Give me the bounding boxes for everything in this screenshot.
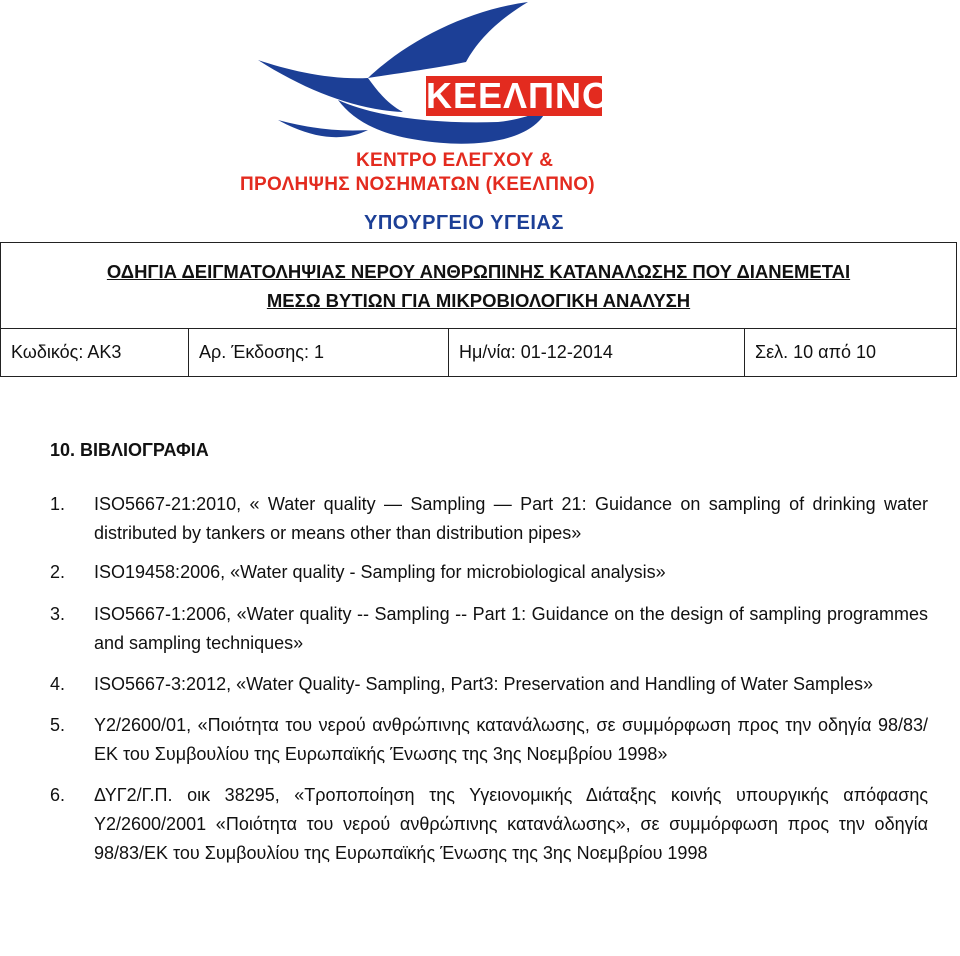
document-date: Ημ/νία: 01-12-2014 [449, 329, 745, 376]
document-code: Κωδικός: ΑΚ3 [1, 329, 189, 376]
document-title [1, 243, 956, 329]
reference-text: ISO5667-21:2010, « Water quality — Sampling — Part 21: Guidance on sampling of drinking water distributed by tankers or means other than distribution pipes» [94, 494, 928, 543]
reference-text: ΔΥΓ2/Γ.Π. οικ 38295, «Τροποποίηση της Υγειονομικής Διάταξης κοινής υπουργικής απόφασης Υ2/2600/2001 «Ποιότητα του νερού ανθρώπινης κατανάλωσης», σε συμμόρφωση προς την οδηγία 98/83/ΕΚ του Συμβουλίου της Ευρωπαϊκής Ένωσης της 3ης Νοεμβρίου 1998 [94, 785, 928, 863]
reference-item [50, 600, 928, 658]
reference-item [50, 670, 928, 699]
dove-icon [218, 0, 758, 242]
reference-item [50, 558, 928, 587]
document-version: Αρ. Έκδοσης: 1 [189, 329, 449, 376]
reference-item [50, 490, 928, 548]
org-name-line2: ΠΡΟΛΗΨΗΣ ΝΟΣΗΜΑΤΩΝ (ΚΕΕΛΠΝΟ) [240, 174, 595, 195]
ministry-name: ΥΠΟΥΡΓΕΙΟ ΥΓΕΙΑΣ [364, 212, 564, 234]
document-meta-row [1, 329, 956, 376]
reference-number: 1. [50, 494, 66, 514]
document-header-table [0, 242, 957, 377]
reference-number: 2. [50, 562, 66, 582]
page-number: Σελ. 10 από 10 [755, 342, 877, 362]
reference-number: 3. [50, 604, 66, 624]
reference-item [50, 711, 928, 769]
title-line-2: ΜΕΣΩ ΒΥΤΙΩΝ ΓΙΑ ΜΙΚΡΟΒΙΟΛΟΓΙΚΗ ΑΝΑΛΥΣΗ [266, 289, 691, 311]
reference-number: 4. [50, 674, 66, 694]
references-list [50, 490, 928, 868]
section-heading: 10. ΒΙΒΛΙΟΓΡΑΦΙΑ [50, 440, 209, 460]
reference-number: 5. [50, 715, 66, 735]
brand-name: ΚΕΕΛΠΝΟ [426, 75, 612, 116]
reference-text: ISO5667-3:2012, «Water Quality- Sampling, Part3: Preservation and Handling of Water Samples» [94, 674, 874, 694]
title-line-1: ΟΔΗΓΙΑ ΔΕΙΓΜΑΤΟΛΗΨΙΑΣ ΝΕΡΟΥ ΑΝΘΡΩΠΙΝΗΣ ΚΑΤΑΝΑΛΩΣΗΣ ΠΟΥ ΔΙΑΝΕΜΕΤΑΙ [106, 260, 851, 282]
reference-text: ISO19458:2006, «Water quality - Sampling for microbiological analysis» [94, 562, 666, 582]
reference-item [50, 781, 928, 868]
reference-number: 6. [50, 785, 66, 805]
org-name-line1: ΚΕΝΤΡΟ ΕΛΕΓΧΟΥ & [356, 150, 554, 171]
keelpno-logo [218, 0, 758, 242]
reference-text: ISO5667-1:2006, «Water quality -- Sampling -- Part 1: Guidance on the design of sampling programmes and sampling techniques» [94, 604, 928, 653]
reference-text: Υ2/2600/01, «Ποιότητα του νερού ανθρώπινης κατανάλωσης, σε συμμόρφωση προς την οδηγία 98/83/ΕΚ του Συμβουλίου της Ευρωπαϊκής Ένωσης της 3ης Νοεμβρίου 1998» [94, 715, 928, 764]
